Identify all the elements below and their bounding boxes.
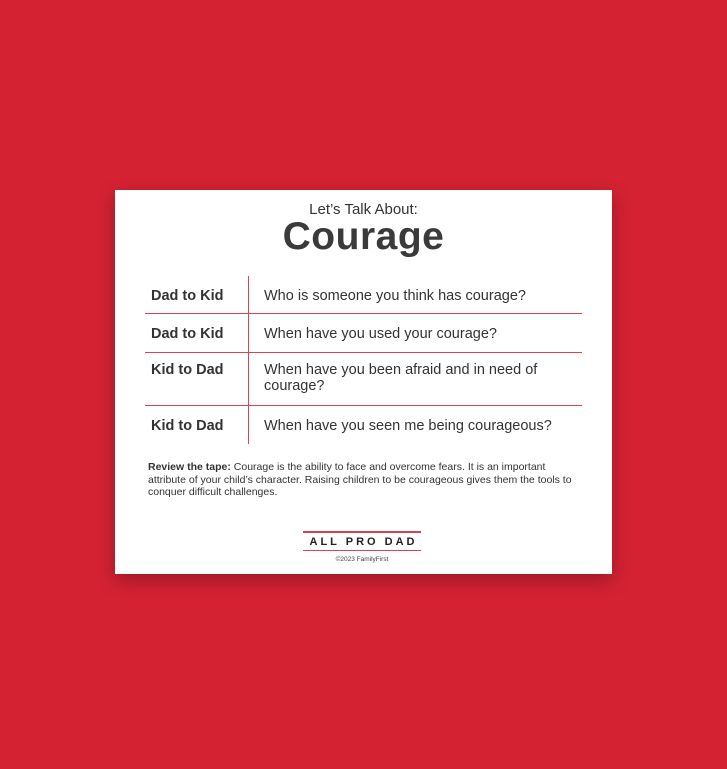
row-speaker: Kid to Dad	[145, 406, 249, 444]
review-paragraph	[148, 461, 578, 499]
row-speaker: Kid to Dad	[145, 353, 249, 405]
logo-bottom-rule	[303, 550, 421, 552]
row-question: When have you been afraid and in need of courage?	[264, 362, 538, 394]
question-row	[145, 314, 582, 353]
question-table	[145, 276, 582, 444]
row-speaker: Dad to Kid	[145, 314, 249, 352]
question-row	[145, 353, 582, 406]
review-label: Review the tape:	[148, 461, 231, 473]
row-question: When have you seen me being courageous?	[264, 418, 552, 434]
review-text: Courage is the ability to face and overcome fears. It is an important attribute of your child’s character. Raising children to be courageous gives them the tools to conquer difficult challenges.	[148, 461, 572, 498]
copyright-text: ©2023 FamilyFirst	[335, 556, 389, 563]
row-question: Who is someone you think has courage?	[264, 288, 526, 304]
conversation-card	[115, 190, 612, 574]
all-pro-dad-logo	[303, 531, 421, 551]
row-question: When have you used your courage?	[264, 326, 497, 342]
question-row	[145, 406, 582, 444]
logo-text: ALL PRO DAD	[309, 535, 418, 548]
card-subtitle: Let’s Talk About:	[309, 201, 418, 218]
question-row	[145, 276, 582, 314]
row-speaker: Dad to Kid	[145, 276, 249, 313]
card-title: Courage	[282, 215, 445, 258]
